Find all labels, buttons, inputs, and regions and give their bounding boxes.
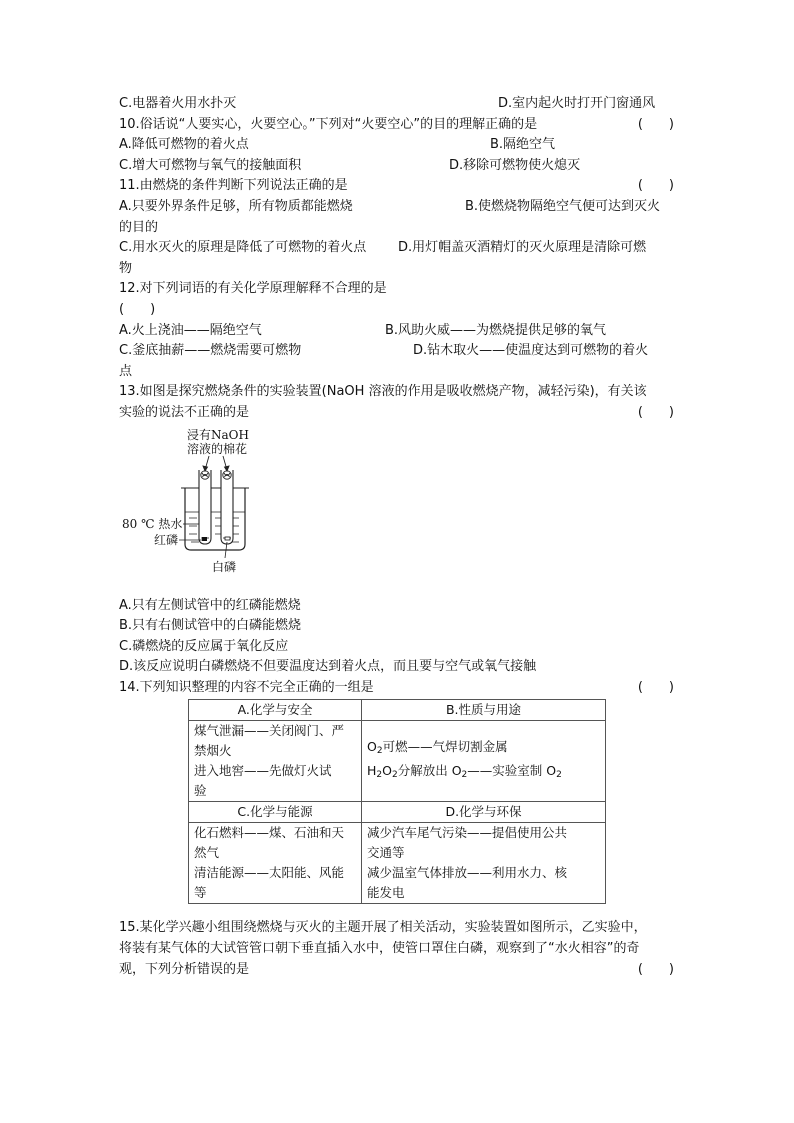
d-line-2: 交通等 <box>367 845 405 861</box>
q12-options-ab <box>119 321 674 342</box>
b2-a: H <box>367 763 377 779</box>
q11-options-cd <box>119 238 674 259</box>
b2-sub3: 2 <box>461 770 468 781</box>
q13-option-b-row <box>119 616 674 637</box>
b2-sub1: 2 <box>376 770 383 781</box>
q12-option-c: C.釜底抽薪——燃烧需要可燃物 <box>119 343 302 359</box>
d-line-4: 能发电 <box>367 885 405 901</box>
spacer <box>119 904 674 918</box>
q11-option-b-cont <box>119 218 674 239</box>
q13-answer-paren: ( ) <box>637 404 674 420</box>
c-line-3: 清洁能源——太阳能、风能 <box>194 865 345 881</box>
q9-options-cd <box>119 94 674 115</box>
q13-stem-text-2: 实验的说法不正确的是 <box>119 404 250 420</box>
q15-stem-text-2: 将装有某气体的大试管管口朝下垂直插入水中，使管口罩住白磷，观察到了“水火相容”的奇 <box>119 941 640 957</box>
q10-options-ab <box>119 135 674 156</box>
cell-b-body <box>362 721 606 802</box>
q12-option-b: B.风助火威——为燃烧提供足够的氧气 <box>385 322 607 338</box>
q10-option-b: B.隔绝空气 <box>490 137 556 153</box>
cell-a-body <box>189 721 362 802</box>
b2-sub2: 2 <box>391 770 398 781</box>
q11-option-d-continuation: 物 <box>119 260 133 276</box>
q14-stem-text: 14.下列知识整理的内容不完全正确的一组是 <box>119 679 374 695</box>
q11-answer-paren: ( ) <box>637 178 674 194</box>
cell-b-head: B.性质与用途 <box>362 700 606 721</box>
b-line-2 <box>367 761 600 785</box>
c-line-2: 然气 <box>194 845 220 861</box>
q11-option-b-continuation: 的目的 <box>119 219 159 235</box>
c-line-4: 等 <box>194 885 207 901</box>
q10-option-a: A.降低可燃物的着火点 <box>119 137 249 153</box>
q11-option-c: C.用水灭火的原理是降低了可燃物的着火点 <box>119 240 367 256</box>
b2-d: ——实验室制 O <box>467 763 557 779</box>
q13-option-b: B.只有右侧试管中的白磷能燃烧 <box>119 618 302 634</box>
left-test-tube <box>199 470 211 544</box>
q10-stem <box>119 115 674 136</box>
d-line-3: 减少温室气体排放——利用水力、核 <box>367 865 568 881</box>
c-line-1: 化石燃料——煤、石油和天 <box>194 825 345 841</box>
q13-option-a: A.只有左侧试管中的红磷能燃烧 <box>119 597 301 613</box>
label-hot-water: 80 ℃ 热水 <box>122 516 183 531</box>
q11-option-d: D.用灯帽盖灭酒精灯的灭火原理是清除可燃 <box>398 240 647 256</box>
b2-sub4: 2 <box>556 770 562 781</box>
cell-d-head: D.化学与环保 <box>362 802 606 823</box>
q10-option-c: C.增大可燃物与氧气的接触面积 <box>119 157 302 173</box>
q13-option-d-row <box>119 657 674 678</box>
table-row <box>189 823 606 904</box>
q14-stem <box>119 678 674 699</box>
q10-stem-text: 10.俗话说“人要实心，火要空心。”下列对“火要空心”的目的理解正确的是 <box>119 116 538 132</box>
b1-b: 可燃——气焊切割金属 <box>382 739 508 755</box>
q13-stem-line1 <box>119 382 674 403</box>
cell-c-head: C.化学与能源 <box>189 802 362 823</box>
cell-c-body <box>189 823 362 904</box>
label-arrows <box>203 456 229 471</box>
q13-option-d: D.该反应说明白磷燃烧不但要温度达到着火点，而且要与空气或氧气接触 <box>119 659 537 675</box>
label-naoh-cotton-2: 溶液的棉花 <box>187 441 248 456</box>
q13-stem-line2 <box>119 403 674 424</box>
q15-stem-line3 <box>119 960 674 981</box>
q10-options-cd <box>119 156 674 177</box>
b2-b: O <box>382 763 392 779</box>
a-line-3: 进入地窖——先做灯火试 <box>194 763 332 779</box>
label-red-phosphorus: 红磷 <box>154 532 179 547</box>
b-line-1 <box>367 737 600 761</box>
cell-d-body <box>362 823 606 904</box>
q13-figure <box>119 426 674 596</box>
a-line-2: 禁烟火 <box>194 743 232 759</box>
q15-answer-paren: ( ) <box>637 961 674 977</box>
q10-option-d: D.移除可燃物使火熄灭 <box>449 157 581 173</box>
q15-stem-text-1: 15.某化学兴趣小组围绕燃烧与灭火的主题开展了相关活动，实验装置如图所示，乙实验中， <box>119 920 647 936</box>
q13-stem-text-1: 13.如图是探究燃烧条件的实验装置(NaOH 溶液的作用是吸收燃烧产物，减轻污染)，有关该 <box>119 384 647 400</box>
q9-option-d: D.室内起火时打开门窗通风 <box>498 96 656 111</box>
white-phosphorus-sample <box>225 537 230 540</box>
q12-stem-text: 12.对下列词语的有关化学原理解释不合理的是 <box>119 281 387 297</box>
d-line-1: 减少汽车尾气污染——提倡使用公共 <box>367 825 568 841</box>
q12-option-d: D.钻木取火——使温度达到可燃物的着火 <box>413 343 649 359</box>
table-row <box>189 700 606 721</box>
q14-answer-paren: ( ) <box>637 679 674 695</box>
q12-paren-row <box>119 300 674 321</box>
q15-stem-line2 <box>119 939 674 960</box>
q13-option-c-row <box>119 637 674 658</box>
a-line-1: 煤气泄漏——关闭阀门、严 <box>194 723 345 739</box>
label-naoh-cotton-1: 浸有NaOH <box>187 427 249 442</box>
q10-answer-paren: ( ) <box>637 116 674 132</box>
right-test-tube <box>221 470 233 544</box>
table-row <box>189 802 606 823</box>
q11-option-d-cont <box>119 259 674 280</box>
b1-a: O <box>367 739 377 755</box>
q11-option-b: B.使燃烧物隔绝空气便可达到灭火 <box>465 198 661 214</box>
red-phosphorus-sample <box>202 537 207 541</box>
q11-stem-text: 11.由燃烧的条件判断下列说法正确的是 <box>119 178 348 194</box>
exam-page <box>119 94 674 980</box>
a-line-4: 验 <box>194 783 207 799</box>
q11-stem <box>119 176 674 197</box>
q12-options-cd <box>119 341 674 362</box>
q15-stem-line1 <box>119 918 674 939</box>
beaker-outline <box>185 488 245 550</box>
q12-option-d-continuation: 点 <box>119 363 133 379</box>
q11-option-a: A.只要外界条件足够，所有物质都能燃烧 <box>119 198 353 214</box>
q13-option-a-row <box>119 596 674 617</box>
q12-option-a: A.火上浇油——隔绝空气 <box>119 322 262 338</box>
q15-stem-text-3: 观，下列分析错误的是 <box>119 961 250 977</box>
q14-knowledge-table <box>188 699 606 904</box>
label-white-phosphorus: 白磷 <box>212 559 237 574</box>
q12-answer-paren: ( ) <box>119 301 156 317</box>
q12-stem <box>119 279 674 300</box>
b2-c: 分解放出 O <box>397 763 462 779</box>
table-row <box>189 721 606 802</box>
q13-option-c: C.磷燃烧的反应属于氧化反应 <box>119 638 289 654</box>
b1-sub: 2 <box>376 746 383 757</box>
q12-option-d-cont <box>119 362 674 383</box>
q11-options-ab <box>119 197 674 218</box>
cell-a-head: A.化学与安全 <box>189 700 362 721</box>
cotton-plugs <box>201 470 231 478</box>
q9-option-c: C.电器着火用水扑灭 <box>119 96 237 111</box>
